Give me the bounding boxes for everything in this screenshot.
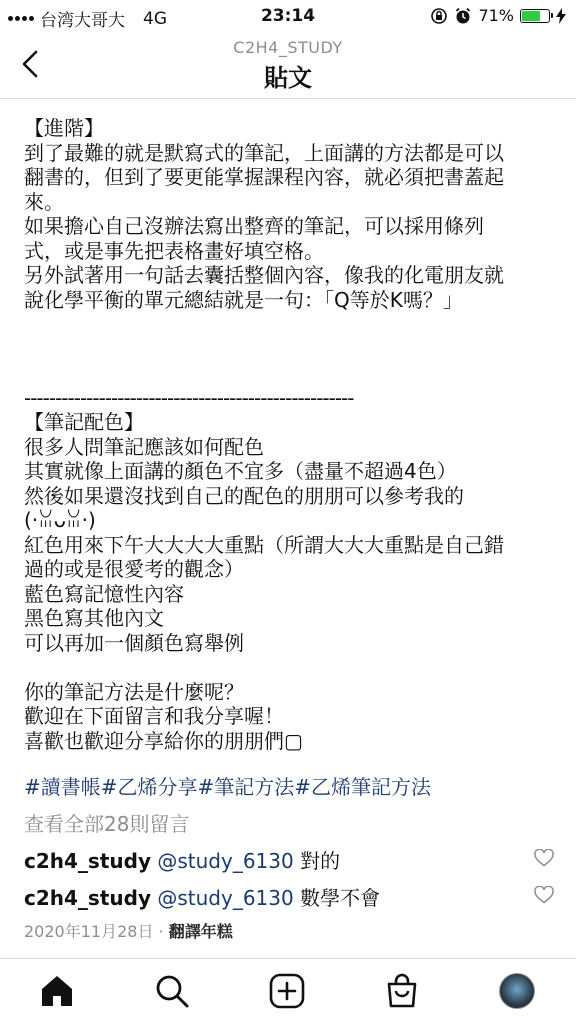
caption-line: 過的或是很愛考的觀念） xyxy=(24,557,244,581)
tab-new-post[interactable] xyxy=(267,971,307,1011)
orientation-lock-icon xyxy=(430,7,448,25)
network-type: 4G xyxy=(143,8,167,29)
post-header xyxy=(0,34,576,99)
comment-mention[interactable]: @study_6130 xyxy=(157,886,294,910)
caption-line: 喜歡也歡迎分享給你的朋朋們▢ xyxy=(24,728,303,753)
caption-line: 歡迎在下面留言和我分享喔！ xyxy=(24,704,284,728)
caption-line xyxy=(24,361,556,386)
comment-text: 對的 xyxy=(300,849,341,873)
translate-link[interactable]: 翻譯年糕 xyxy=(168,922,233,941)
caption-line: 其實就像上面講的顏色不宜多（盡量不超過4色） xyxy=(24,459,457,483)
caption-line: 【進階】 xyxy=(24,116,104,140)
caption-line: 來。 xyxy=(24,189,64,214)
caption-line: 你的筆記方法是什麼呢？ xyxy=(24,679,244,704)
meta-separator: · xyxy=(153,922,169,941)
caption-line: 可以再加一個顏色寫舉例 xyxy=(24,630,244,655)
carrier-name: 台湾大哥大 xyxy=(40,11,125,31)
heart-icon[interactable] xyxy=(534,886,554,904)
tab-home[interactable] xyxy=(37,971,77,1011)
caption-line: 式，或是事先把表格畫好填空格。 xyxy=(24,238,324,263)
comment-row xyxy=(24,845,556,874)
home-icon xyxy=(39,973,75,1009)
post-date: 2020年11月28日 xyxy=(24,922,154,941)
tab-shop[interactable] xyxy=(382,971,422,1011)
caption-line: 如果擔心自己沒辦法寫出整齊的筆記，可以採用條列 xyxy=(24,214,484,238)
tab-profile[interactable] xyxy=(497,971,537,1011)
bottom-tab-bar xyxy=(0,958,576,1025)
view-all-comments-link[interactable]: 查看全部28則留言 xyxy=(24,812,190,836)
page-title: 貼文 xyxy=(264,64,312,92)
post-caption xyxy=(24,116,556,753)
status-bar xyxy=(0,0,576,34)
caption-line: 黑色寫其他內文 xyxy=(24,606,164,630)
caption-emoticon: (‧ꈍᴗꈍ‧) xyxy=(24,508,96,532)
status-right xyxy=(430,6,566,25)
caption-line xyxy=(24,312,556,337)
caption-divider: ----------------------------------------------------- xyxy=(24,385,354,410)
profile-avatar xyxy=(499,973,535,1009)
comment-text: 數學不會 xyxy=(300,886,381,910)
comment-username[interactable]: c2h4_study xyxy=(24,849,151,873)
comment-row xyxy=(24,882,556,911)
new-post-icon xyxy=(269,973,305,1009)
shop-icon xyxy=(384,973,420,1009)
tab-search[interactable] xyxy=(152,971,192,1011)
caption-line xyxy=(24,337,556,362)
search-icon xyxy=(154,973,190,1009)
charging-icon xyxy=(556,8,566,24)
heart-icon[interactable] xyxy=(534,849,554,867)
caption-line: 【筆記配色】 xyxy=(24,410,144,434)
battery-percent: 71% xyxy=(478,6,514,25)
account-username[interactable]: C2H4_STUDY xyxy=(233,38,343,57)
alarm-icon xyxy=(454,7,472,25)
battery-level xyxy=(522,11,540,21)
hashtag-links[interactable]: #讀書帳#乙烯分享#筆記方法#乙烯筆記方法 xyxy=(24,775,432,799)
caption-line: 紅色用來下午大大大大重點（所謂大大大重點是自己錯 xyxy=(24,532,504,557)
caption-line: 另外試著用一句話去囊括整個內容，像我的化電朋友就 xyxy=(24,263,504,287)
caption-line: 翻書的，但到了要更能掌握課程內容，就必須把書蓋起 xyxy=(24,165,504,189)
caption-line: 很多人問筆記應該如何配色 xyxy=(24,434,264,459)
caption-line xyxy=(24,655,556,680)
caption-line: 藍色寫記憶性內容 xyxy=(24,581,184,606)
post-meta xyxy=(24,919,233,942)
caption-line: 到了最難的就是默寫式的筆記，上面講的方法都是可以 xyxy=(24,140,504,165)
comment-mention[interactable]: @study_6130 xyxy=(157,849,294,873)
caption-line: 然後如果還沒找到自己的配色的朋朋可以參考我的 xyxy=(24,483,464,508)
caption-line: 說化學平衡的單元總結就是一句：「Q等於K嗎？」 xyxy=(24,287,463,312)
battery-icon xyxy=(520,9,550,23)
comment-username[interactable]: c2h4_study xyxy=(24,886,151,910)
status-time: 23:14 xyxy=(260,6,316,26)
